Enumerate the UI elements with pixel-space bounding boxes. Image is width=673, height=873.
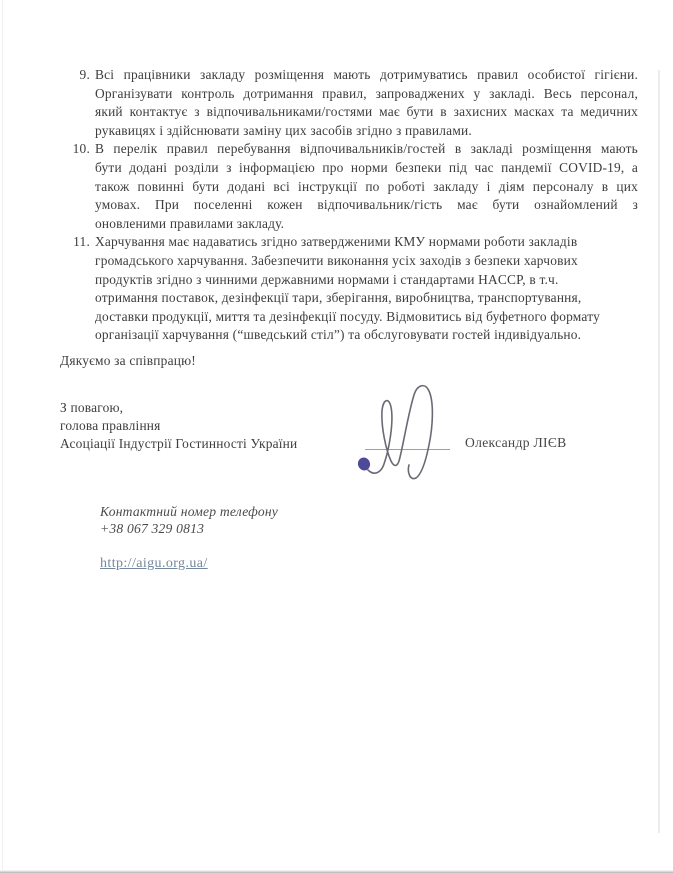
website-link[interactable]: http://aigu.org.ua/ [100, 556, 208, 571]
list-item-line: громадського харчування. Забезпечити виконання усіх заходів з безпеки харчових [95, 252, 578, 268]
list-item-11 [60, 233, 638, 345]
signature-image [338, 380, 463, 482]
list-item-line: отримання поставок, дезінфекції тари, зберігання, виробництва, транспортування, [95, 290, 582, 306]
list-item-line: також повинні бути додані всі інструкції по роботі закладу і діям персоналу в цих [95, 178, 638, 194]
list-item-number: 9. [79, 67, 90, 82]
signer-name: Олександр ЛІЄВ [465, 435, 567, 450]
contact-block [100, 504, 278, 537]
list-item-line: бути додані розділи з інформацією про норми безпеки під час пандемії COVID-19, а [95, 159, 638, 175]
list-item-line: Організувати контроль дотримання правил, запроваджених у закладі. Весь персонал, [95, 85, 638, 101]
list-item-text [95, 66, 638, 140]
list-item-text [95, 140, 638, 233]
signature-stroke [368, 386, 432, 479]
thanks-line: Дякуємо за співпрацю! [60, 353, 196, 368]
contact-label: Контактний номер телефону [100, 504, 279, 519]
list-item-line: доставки продукції, миття та дезінфекції посуду. Відмовитись від буфетного формату [95, 308, 600, 324]
signoff-block [60, 399, 297, 454]
scan-edge-left [2, 0, 3, 873]
list-item-line: В перелік правил перебування відпочивальників/гостей в закладі розміщення мають [95, 141, 638, 157]
contact-phone: +38 067 329 0813 [100, 520, 205, 536]
list-item-line: Харчування має надаватись згідно затвердженими КМУ нормами роботи закладів [95, 234, 578, 250]
list-item-line: продуктів згідно з чинними державними нормами і стандартами HACCP, в т.ч. [95, 271, 559, 287]
list-item-number: 11. [73, 234, 90, 250]
list-item-10 [60, 140, 638, 233]
list-item-line: умовах. При поселенні кожен відпочивальник/гість має бути ознайомлений з [95, 197, 638, 213]
numbered-list [60, 66, 638, 345]
list-item-9 [60, 66, 638, 140]
signoff-respectfully: З повагою, [60, 400, 124, 415]
signature-ink-dot [356, 456, 372, 472]
list-item-line: який контактує з відпочивальниками/гостями має бути в захисних масках та медичних [95, 104, 638, 120]
list-item-line: організації харчування (“шведський стіл”) та обслуговувати гостей індивідуально. [95, 327, 582, 343]
list-item-line: Всі працівники закладу розміщення мають дотримуватись правил особистої гігієни. [95, 67, 638, 82]
signoff-title: голова правління [60, 418, 161, 434]
list-item-line: оновленими правилами закладу. [95, 215, 285, 231]
list-item-line: рукавицях і здійснювати заміну цих засобів згідно з правилами. [95, 122, 472, 138]
scan-edge-right [658, 70, 660, 833]
list-item-text [95, 233, 638, 345]
list-item-number: 10. [72, 141, 90, 157]
signoff-organization: Асоціації Індустрії Гостинності України [60, 436, 298, 452]
